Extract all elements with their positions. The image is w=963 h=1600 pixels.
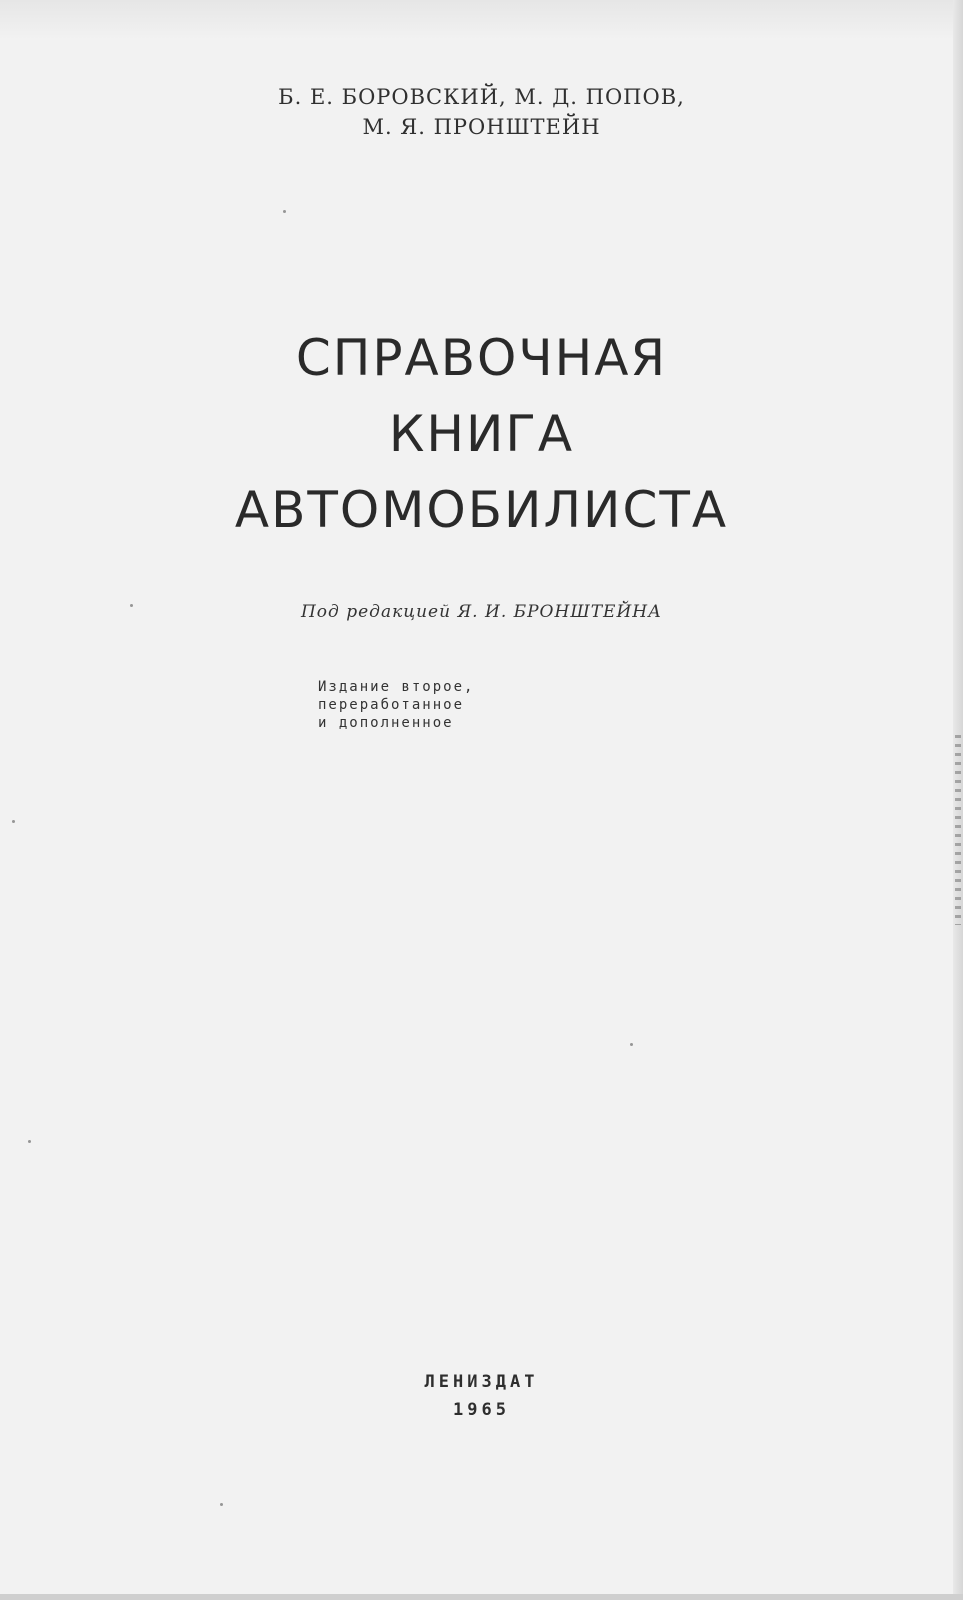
imprint-block xyxy=(0,1368,963,1424)
paper-speck xyxy=(283,210,286,213)
publication-year: 1965 xyxy=(453,1400,510,1420)
title-line-3: АВТОМОБИЛИСТА xyxy=(234,481,729,539)
edition-line-1: Издание второе, xyxy=(318,679,475,695)
publisher-name: ЛЕНИЗДАТ xyxy=(424,1372,539,1392)
paper-speck xyxy=(220,1503,223,1506)
edition-note xyxy=(318,678,474,732)
paper-speck xyxy=(630,1043,633,1046)
authors-line-2: М. Я. ПРОНШТЕЙН xyxy=(362,115,601,139)
paper-top-shading xyxy=(0,0,963,40)
edge-binding-marks xyxy=(955,735,961,925)
editor-credit: Под редакцией Я. И. БРОНШТЕЙНА xyxy=(300,602,662,622)
book-title xyxy=(0,320,963,548)
page-bottom-edge xyxy=(0,1594,963,1600)
title-line-1: СПРАВОЧНАЯ xyxy=(295,329,668,387)
edition-line-2: переработанное xyxy=(318,697,465,713)
authors-line-1: Б. Е. БОРОВСКИЙ, М. Д. ПОПОВ, xyxy=(278,85,685,109)
title-line-2: КНИГА xyxy=(388,405,575,463)
authors-block xyxy=(0,82,963,142)
paper-speck xyxy=(28,1140,31,1143)
edition-line-3: и дополненное xyxy=(318,715,454,731)
paper-speck xyxy=(12,820,15,823)
